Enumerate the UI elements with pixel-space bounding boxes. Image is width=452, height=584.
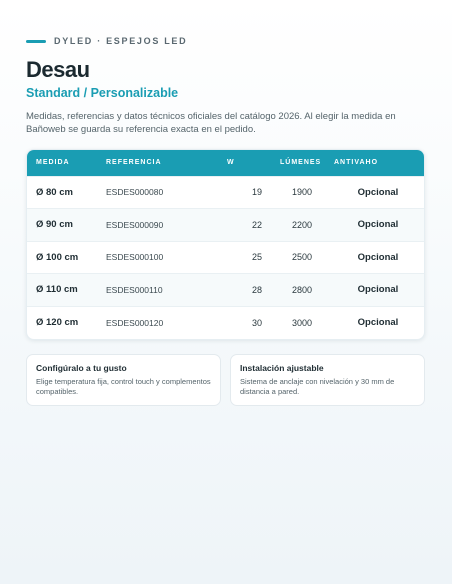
cell-antivaho: Opcional xyxy=(357,284,399,296)
cell-lumenes: 1900 xyxy=(291,187,313,198)
cell-lumenes: 3000 xyxy=(291,317,313,328)
cell-w: 19 xyxy=(251,187,262,198)
feature-card-text: Sistema de anclaje con nivelación y 30 mm de distancia a pared. xyxy=(240,376,395,396)
cell-medida: Ø 90 cm xyxy=(36,219,73,231)
cell-referencia: ESDES000100 xyxy=(106,252,164,263)
column-header-referencia: REFERENCIA xyxy=(106,159,162,167)
cell-referencia: ESDES000080 xyxy=(106,187,164,198)
table-row xyxy=(27,306,425,339)
cell-medida: Ø 110 cm xyxy=(36,284,78,296)
table-row xyxy=(27,176,425,209)
page-subtitle: Standard / Personalizable xyxy=(26,86,179,100)
feature-card-text: Elige temperatura fija, control touch y complementos compatibles. xyxy=(36,376,211,396)
cell-referencia: ESDES000110 xyxy=(106,284,163,295)
cell-referencia: ESDES000120 xyxy=(106,317,164,328)
cell-lumenes: 2500 xyxy=(291,252,313,263)
table-header-row xyxy=(27,150,425,176)
feature-card-configuration xyxy=(26,354,221,406)
cell-antivaho: Opcional xyxy=(357,186,399,198)
cell-lumenes: 2800 xyxy=(291,284,313,295)
cell-antivaho: Opcional xyxy=(357,317,399,328)
cell-antivaho: Opcional xyxy=(357,219,399,231)
cell-referencia: ESDES000090 xyxy=(106,219,164,230)
page-title: Desau xyxy=(26,57,90,82)
eyebrow xyxy=(26,35,426,47)
cell-w: 28 xyxy=(251,284,262,295)
feature-card-title: Configúralo a tu gusto xyxy=(36,362,127,373)
cell-medida: Ø 80 cm xyxy=(36,186,73,198)
table-row xyxy=(27,241,425,274)
accent-bar xyxy=(26,40,46,43)
feature-card-installation xyxy=(230,354,425,406)
column-header-w: W xyxy=(227,159,235,167)
cell-w: 30 xyxy=(251,317,262,328)
spec-table xyxy=(27,150,425,339)
cell-w: 22 xyxy=(251,219,262,230)
feature-card-title: Instalación ajustable xyxy=(240,362,324,373)
cell-w: 25 xyxy=(251,252,262,263)
page-description: Medidas, referencias y datos técnicos oficiales del catálogo 2026. Al elegir la medida en Bañoweb se guarda su referencia exacta en el pedido. xyxy=(26,111,396,135)
table-row xyxy=(27,274,425,307)
cell-medida: Ø 120 cm xyxy=(36,317,79,328)
cell-lumenes: 2200 xyxy=(291,219,313,230)
column-header-lumenes: LÚMENES xyxy=(280,159,322,167)
feature-cards xyxy=(26,354,425,406)
spec-table-card xyxy=(26,149,425,340)
cell-medida: Ø 100 cm xyxy=(36,251,79,263)
column-header-antivaho: ANTIVAHO xyxy=(334,159,379,167)
eyebrow-label: DYLED · ESPEJOS LED xyxy=(54,36,188,46)
cell-antivaho: Opcional xyxy=(357,251,399,263)
table-row xyxy=(27,209,425,242)
column-header-medida: MEDIDA xyxy=(36,159,70,167)
